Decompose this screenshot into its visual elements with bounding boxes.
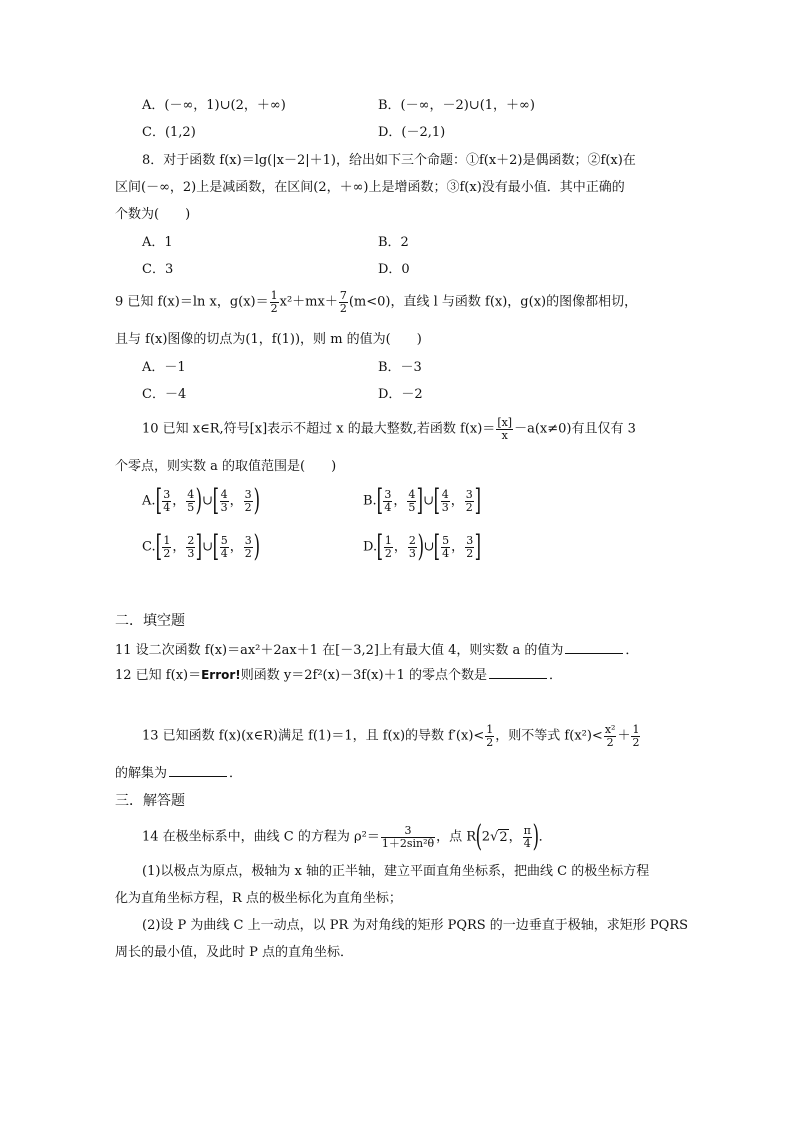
q8-line-2: 区间(－∞，2)上是减函数，在区间(2，＋∞)上是增函数；③f(x)没有最小值．其中正确的 <box>115 180 625 195</box>
q9-option-b: B．－3 <box>378 360 422 375</box>
q13-line-1 <box>142 724 641 748</box>
bracket: [ <box>212 483 219 518</box>
q8-option-d: D．0 <box>378 262 410 277</box>
q14-line-1 <box>142 819 552 854</box>
q14-part1-line-2: 化为直角坐标方程，R 点的极坐标化为直角坐标； <box>115 891 402 906</box>
q13-frac-x2: $\frac{\text{x²}}{2}$ <box>604 723 616 749</box>
q8-line-1: 8．对于函数 f(x)＝lg(|x－2|＋1)，给出如下三个命题：①f(x＋2)是偶函数；②f(x)在 <box>142 153 636 168</box>
q11-answer-blank[interactable] <box>565 643 623 654</box>
frac: $\frac{1}{2}$ <box>163 533 171 560</box>
comma: ， <box>451 539 465 555</box>
q14-part2-line-1: (2)设 P 为曲线 C 上一动点，以 PR 为对角线的矩形 PQRS 的一边垂直于极轴，求矩形 PQRS <box>142 918 689 933</box>
q12-text-1: 12 已知 f(x)＝ <box>115 668 202 683</box>
q8-line-3: 个数为( ) <box>115 207 191 222</box>
q14-part2-line-2: 周长的最小值，及此时 P 点的直角坐标． <box>115 945 354 960</box>
frac: $\frac{3}{2}$ <box>244 533 252 560</box>
q13-line-2 <box>115 766 242 782</box>
bracket: [ <box>433 483 441 518</box>
bracket: [ <box>155 529 162 564</box>
q8-option-b: B．2 <box>378 235 409 250</box>
comma: ， <box>508 829 522 845</box>
bracket: ) <box>417 529 424 564</box>
comma: ， <box>172 493 186 509</box>
union: ∪ <box>201 493 213 509</box>
bracket: ) <box>532 819 539 854</box>
q9-frac-seven: $\frac{7}{2}$ <box>339 289 347 315</box>
option-label: C. <box>142 539 156 555</box>
frac: $\frac{5}{4}$ <box>442 533 450 560</box>
q10-line-1 <box>142 417 636 441</box>
q14-frac-pi: $\frac{\pi}{4}$ <box>523 823 531 850</box>
frac: $\frac{4}{5}$ <box>187 487 195 514</box>
comma: ， <box>393 493 407 509</box>
q10-option-c <box>142 529 260 564</box>
bracket: ] <box>417 483 424 518</box>
union: ∪ <box>423 539 435 555</box>
q12-error-text: Error! <box>201 668 241 682</box>
frac: $\frac{4}{3}$ <box>220 487 228 514</box>
q10-line-2: 个零点，则实数 a 的取值范围是( ) <box>115 459 337 474</box>
frac: $\frac{4}{3}$ <box>441 487 449 514</box>
sqrt-icon: √ <box>490 829 499 845</box>
q9-text-3: (m<0)，直线 l 与函数 f(x)，g(x)的图像都相切， <box>348 294 638 310</box>
q8-option-a: A．1 <box>142 235 173 250</box>
comma: ， <box>393 539 407 555</box>
frac: $\frac{1}{2}$ <box>384 533 392 560</box>
q7-option-d: D．(－2,1) <box>378 125 446 140</box>
q11-end: ． <box>625 643 639 658</box>
q13-end: ． <box>229 766 243 781</box>
q9-line-2: 且与 f(x)图像的切点为(1，f(1))，则 m 的值为( ) <box>115 332 422 347</box>
q13-text-1: 13 已知函数 f(x)(x∈R)满足 f(1)＝1，且 f(x)的导数 f′(x)< <box>142 728 485 744</box>
frac: $\frac{2}{3}$ <box>408 533 416 560</box>
q14-text-2: ，点 R <box>436 829 477 845</box>
section-fill-in-title: 二．填空题 <box>115 613 185 629</box>
q9-option-c: C．－4 <box>142 387 187 402</box>
q13-answer-blank[interactable] <box>169 766 227 777</box>
q7-option-b: B．(－∞，－2)∪(1，＋∞) <box>378 98 535 113</box>
q14-sqrt-arg: 2 <box>499 829 508 845</box>
bracket: ] <box>474 483 481 518</box>
q9-line-1 <box>115 290 637 314</box>
bracket: ) <box>253 483 260 518</box>
q11-line <box>115 643 638 659</box>
q13-frac-half-2: $\frac{1}{2}$ <box>632 723 640 749</box>
frac: $\frac{3}{4}$ <box>163 487 171 514</box>
q9-text-1: 9 已知 f(x)＝ln x，g(x)＝ <box>115 294 269 310</box>
q13-frac-half: $\frac{1}{2}$ <box>486 723 494 749</box>
frac: $\frac{3}{2}$ <box>466 533 474 560</box>
frac: $\frac{3}{2}$ <box>465 487 473 514</box>
bracket: ) <box>195 483 203 518</box>
q14-text-1: 14 在极坐标系中，曲线 C 的方程为 ρ²＝ <box>142 829 380 845</box>
frac: $\frac{3}{4}$ <box>384 487 392 514</box>
frac: $\frac{3}{2}$ <box>244 487 252 514</box>
q9-option-a: A．－1 <box>142 360 186 375</box>
bracket: [ <box>434 529 441 564</box>
union: ∪ <box>423 493 435 509</box>
bracket: ] <box>195 529 203 564</box>
bracket: ] <box>474 529 482 564</box>
option-label: B. <box>363 493 377 509</box>
q14-frac: $\frac{3}{\text{1＋2sin²θ}}$ <box>381 823 435 850</box>
q7-option-c: C．(1,2) <box>142 125 196 140</box>
q8-option-c: C．3 <box>142 262 174 277</box>
frac: $\frac{4}{5}$ <box>408 487 416 514</box>
union: ∪ <box>202 539 213 555</box>
bracket: [ <box>376 483 383 518</box>
q13-text-2: ，则不等式 f(x²)< <box>495 728 603 744</box>
bracket: [ <box>212 529 220 564</box>
q9-text-2: x²＋mx＋ <box>279 294 338 310</box>
q10-frac: $\frac{[x]}{x}$ <box>497 416 513 442</box>
q10-text-1: 10 已知 x∈R,符号[x]表示不超过 x 的最大整数,若函数 f(x)＝ <box>142 421 496 437</box>
bracket: ) <box>253 529 260 564</box>
q7-option-a: A．(－∞，1)∪(2，＋∞) <box>142 98 286 113</box>
bracket: [ <box>155 483 162 518</box>
q10-option-b <box>363 483 481 518</box>
plus: ＋ <box>617 728 631 744</box>
q11-text: 11 设二次函数 f(x)＝ax²＋2ax＋1 在[－3,2]上有最大值 4，则实数 a 的值为 <box>115 643 564 658</box>
q9-frac-half: $\frac{1}{2}$ <box>270 289 278 315</box>
q10-text-2: －a(x≠0)有且仅有 3 <box>514 421 636 437</box>
q13-text-3: 的解集为 <box>115 766 168 781</box>
comma: ， <box>229 493 243 509</box>
q12-answer-blank[interactable] <box>489 668 547 679</box>
section-solve-title: 三．解答题 <box>115 793 185 809</box>
comma: ， <box>450 493 464 509</box>
q10-option-d <box>363 529 482 564</box>
frac: $\frac{2}{3}$ <box>187 533 195 560</box>
q9-option-d: D．－2 <box>378 387 423 402</box>
option-label: A. <box>142 493 156 509</box>
option-label: D. <box>363 539 378 555</box>
q10-option-a <box>142 483 260 518</box>
comma: ， <box>229 539 243 555</box>
q12-line <box>115 668 562 684</box>
q14-coef: 2 <box>481 829 491 845</box>
q14-end: ． <box>538 829 552 845</box>
q14-part1-line-1: (1)以极点为原点，极轴为 x 轴的正半轴，建立平面直角坐标系，把曲线 C 的极坐标方程 <box>142 864 650 879</box>
q12-text-2: 则函数 y＝2f²(x)－3f(x)＋1 的零点个数是 <box>240 668 487 683</box>
q12-end: ． <box>548 668 562 683</box>
bracket: ( <box>475 819 483 854</box>
frac: $\frac{5}{4}$ <box>220 533 228 560</box>
comma: ， <box>172 539 186 555</box>
bracket: [ <box>376 529 384 564</box>
